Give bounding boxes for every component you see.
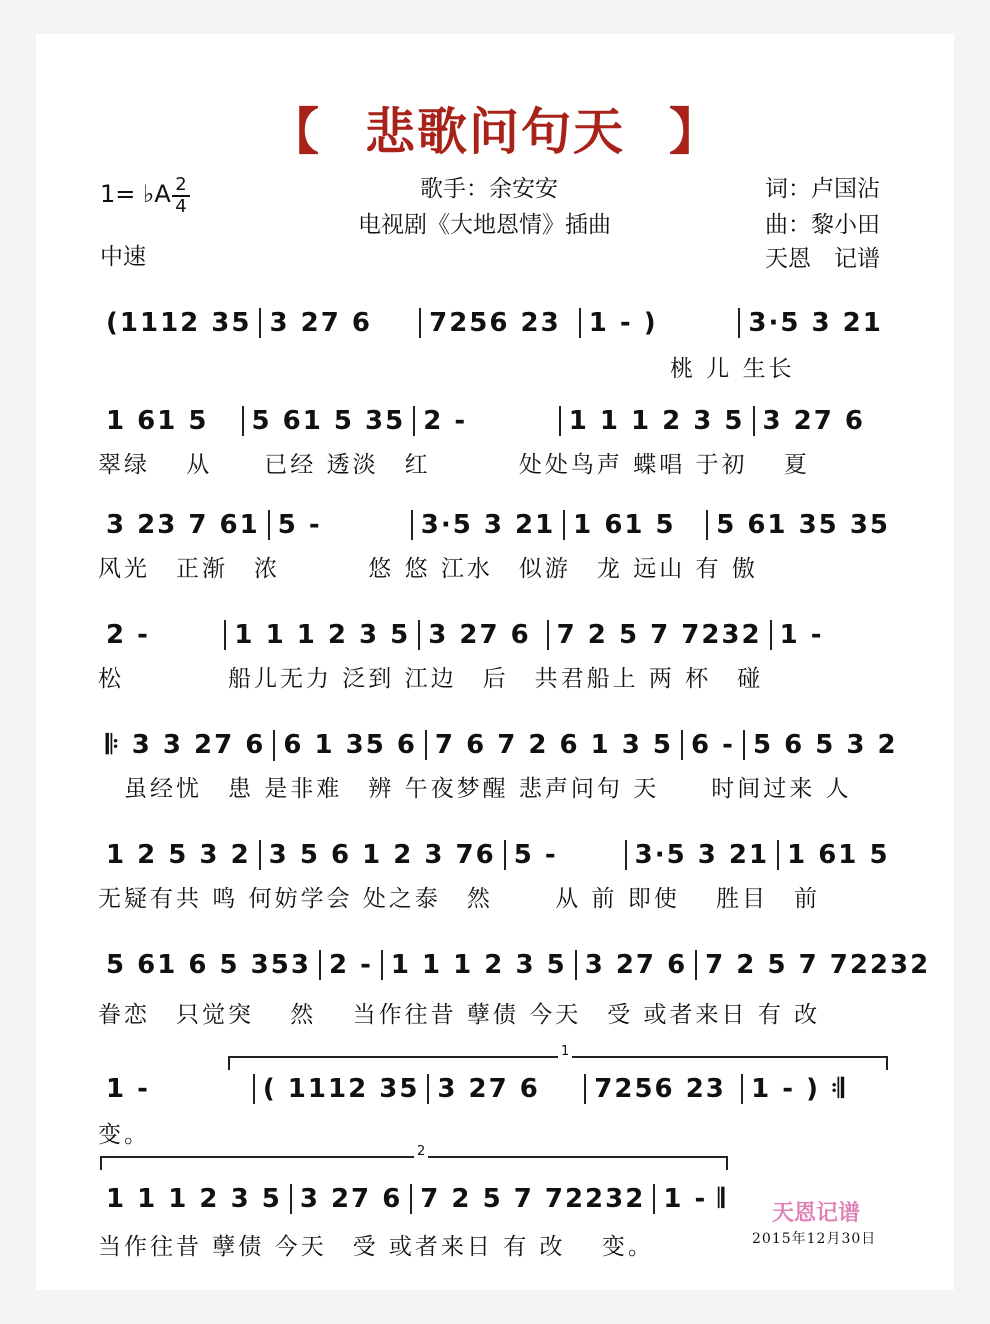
first-ending-number: 1 <box>558 1044 572 1059</box>
measure: (1112 35 <box>98 308 261 338</box>
lyric-row: 松 船儿无力 泛到 江边 后 共君船上 两 杯 碰 <box>98 666 764 692</box>
measure: 1 - 𝄂 <box>663 1184 727 1214</box>
transcriber-stamp: 天恩记谱 <box>772 1200 861 1226</box>
notation-row <box>98 308 898 338</box>
measure: 5 61 6 5 353 <box>98 950 321 980</box>
measure: 1 2 5 3 2 <box>98 840 261 870</box>
measure: 1 61 5 <box>98 406 244 436</box>
lyric-row: 无疑有共 鸣 何妨学会 处之泰 然 从 前 即使 胜目 前 <box>98 886 821 912</box>
measure: 1 1 1 2 3 5 <box>383 950 577 980</box>
time-bottom: 4 <box>175 196 187 217</box>
measure: 5 - <box>270 510 413 540</box>
time-signature <box>172 176 190 216</box>
measure: 3 27 6 <box>261 308 421 338</box>
lyric-row: 翠绿 从 已经 透淡 红 处处鸟声 蝶唱 于初 夏 <box>98 452 810 478</box>
title-right-bracket: 】 <box>669 103 721 161</box>
second-ending-bracket <box>100 1144 728 1170</box>
title-text: 悲歌问句天 <box>365 103 625 161</box>
notation-row <box>98 620 898 650</box>
notation-row <box>98 510 898 540</box>
measure: 1 61 5 <box>787 840 890 870</box>
time-top: 2 <box>175 174 187 195</box>
notation-row <box>98 1074 898 1105</box>
notation-row <box>98 406 898 436</box>
title-left-bracket: 【 <box>269 103 321 161</box>
measure: 7 2 5 7 72232 <box>412 1184 655 1214</box>
measure: 1 - <box>98 1074 255 1104</box>
transcription-date: 2015年12月30日 <box>752 1231 877 1247</box>
measure: 7 6 7 2 6 1 3 5 <box>427 730 683 760</box>
measure: 5 6 5 3 2 <box>752 730 898 760</box>
measure: 𝄆 3 3 27 6 <box>98 730 275 761</box>
measure: 1 61 5 <box>565 510 708 540</box>
measure: 3·5 3 21 <box>627 840 779 870</box>
measure: 3 27 6 <box>429 1074 586 1104</box>
measure: 3 23 7 61 <box>98 510 270 540</box>
measure: 2 - <box>98 620 226 650</box>
notation-row <box>98 950 931 980</box>
measure: 1 - ) <box>581 308 741 338</box>
key-signature: 1= ♭A <box>100 180 171 208</box>
second-ending-number: 2 <box>414 1144 428 1159</box>
measure: 5 61 35 35 <box>716 510 890 540</box>
measure: 6 1 35 6 <box>275 730 427 760</box>
measure: 3 27 6 <box>420 620 548 650</box>
measure: 3·5 3 21 <box>748 308 883 338</box>
tempo-marking: 中速 <box>100 244 146 270</box>
transcriber-credit: 天恩 记谱 <box>765 246 880 272</box>
lyric-row: 当作往昔 孽债 今天 受 或者来日 有 改 变。 <box>98 1234 654 1260</box>
measure: 3 27 6 <box>762 406 865 436</box>
measure: 1 1 1 2 3 5 <box>98 1184 292 1214</box>
measure: 3 27 6 <box>292 1184 412 1214</box>
singer-credit: 歌手：余安安 <box>420 176 558 202</box>
measure: 3 27 6 <box>577 950 697 980</box>
measure: 7 2 5 7 7232 <box>549 620 772 650</box>
measure: 7256 23 <box>586 1074 743 1104</box>
measure: 2 - <box>415 406 561 436</box>
measure: 7256 23 <box>421 308 581 338</box>
lyric-row: 桃 儿 生长 <box>98 356 795 382</box>
lyric-row: 虽经忧 患 是非难 辨 午夜梦醒 悲声问句 天 时间过来 人 <box>98 776 852 802</box>
song-title <box>0 92 990 164</box>
measure: 7 2 5 7 72232 <box>705 950 931 980</box>
measure: 6 - <box>683 730 745 760</box>
measure: 5 61 5 35 <box>244 406 416 436</box>
measure: 2 - <box>321 950 383 980</box>
first-ending-bracket <box>228 1044 888 1070</box>
composer-credit: 曲：黎小田 <box>765 212 880 238</box>
notation-row <box>98 730 898 761</box>
notation-row <box>98 1184 728 1215</box>
notation-row <box>98 840 898 870</box>
measure: 5 - <box>506 840 627 870</box>
lyric-row: 眷恋 只觉突 然 当作往昔 孽债 今天 受 或者来日 有 改 <box>98 1002 821 1028</box>
measure: 3 5 6 1 2 3 76 <box>261 840 506 870</box>
source-credit: 电视剧《大地恩情》插曲 <box>358 212 611 238</box>
measure: 1 - ) 𝄇 <box>751 1074 846 1104</box>
measure: 1 1 1 2 3 5 <box>561 406 755 436</box>
lyricist-credit: 词：卢国沾 <box>765 176 880 202</box>
measure: 1 - <box>779 620 824 650</box>
lyric-row: 风光 正渐 浓 悠 悠 江水 似游 龙 远山 有 傲 <box>98 556 758 582</box>
measure: 1 1 1 2 3 5 <box>226 620 420 650</box>
lyric-row: 变。 <box>98 1122 150 1148</box>
measure: ( 1112 35 <box>255 1074 430 1104</box>
measure: 3·5 3 21 <box>413 510 565 540</box>
